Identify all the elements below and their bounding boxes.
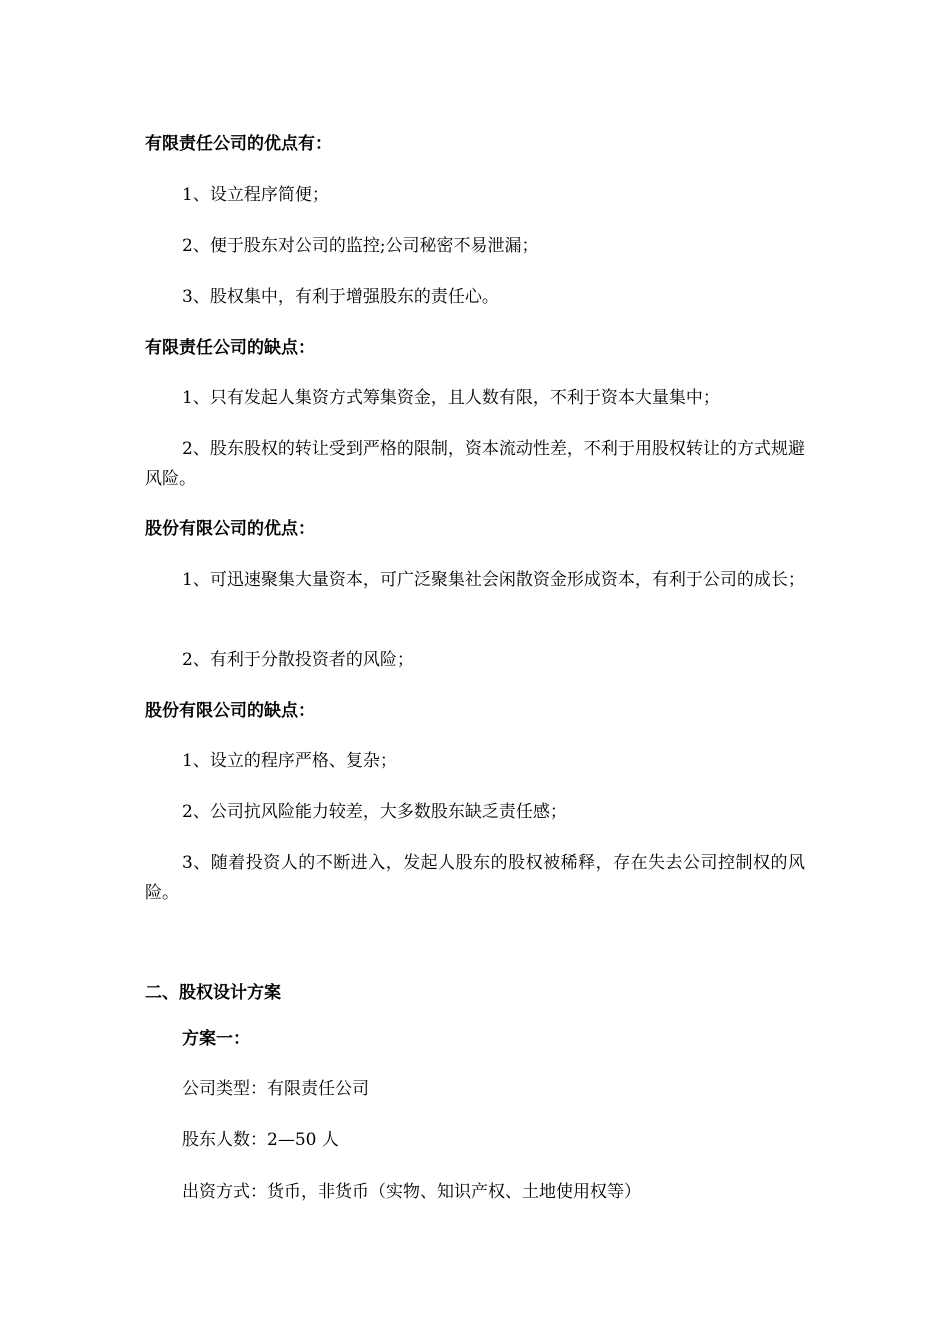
jsc-cons-item-3: 3、随着投资人的不断进入，发起人股东的股权被稀释，存在失去公司控制权的风险。 — [145, 853, 805, 903]
capital-method-field: 出资方式：货币，非货币（实物、知识产权、土地使用权等） — [182, 1182, 641, 1202]
llc-pros-item-3: 3、股权集中，有利于增强股东的责任心。 — [182, 287, 499, 307]
company-type-field: 公司类型：有限责任公司 — [182, 1079, 369, 1099]
jsc-cons-heading: 股份有限公司的缺点： — [145, 701, 315, 721]
llc-cons-item-1: 1、只有发起人集资方式筹集资金，且人数有限，不利于资本大量集中； — [182, 388, 720, 408]
shareholder-count-field: 股东人数：2—50 人 — [182, 1130, 339, 1150]
llc-pros-item-2: 2、便于股东对公司的监控;公司秘密不易泄漏； — [182, 236, 539, 256]
llc-pros-item-1: 1、设立程序简便； — [182, 185, 329, 205]
jsc-pros-heading: 股份有限公司的优点： — [145, 519, 315, 539]
jsc-pros-item-1: 1、可迅速聚集大量资本，可广泛聚集社会闲散资金形成资本，有利于公司的成长； — [182, 570, 805, 590]
llc-pros-heading: 有限责任公司的优点有： — [145, 134, 332, 154]
jsc-cons-item-1: 1、设立的程序严格、复杂； — [182, 751, 397, 771]
jsc-cons-item-2: 2、公司抗风险能力较差，大多数股东缺乏责任感； — [182, 802, 567, 822]
llc-cons-heading: 有限责任公司的缺点： — [145, 338, 315, 358]
plan-1-title: 方案一： — [182, 1029, 250, 1049]
section-2-heading: 二、股权设计方案 — [145, 983, 281, 1003]
jsc-pros-item-2: 2、有利于分散投资者的风险； — [182, 650, 414, 670]
llc-cons-item-2: 2、股东股权的转让受到严格的限制，资本流动性差，不利于用股权转让的方式规避风险。 — [145, 439, 805, 489]
